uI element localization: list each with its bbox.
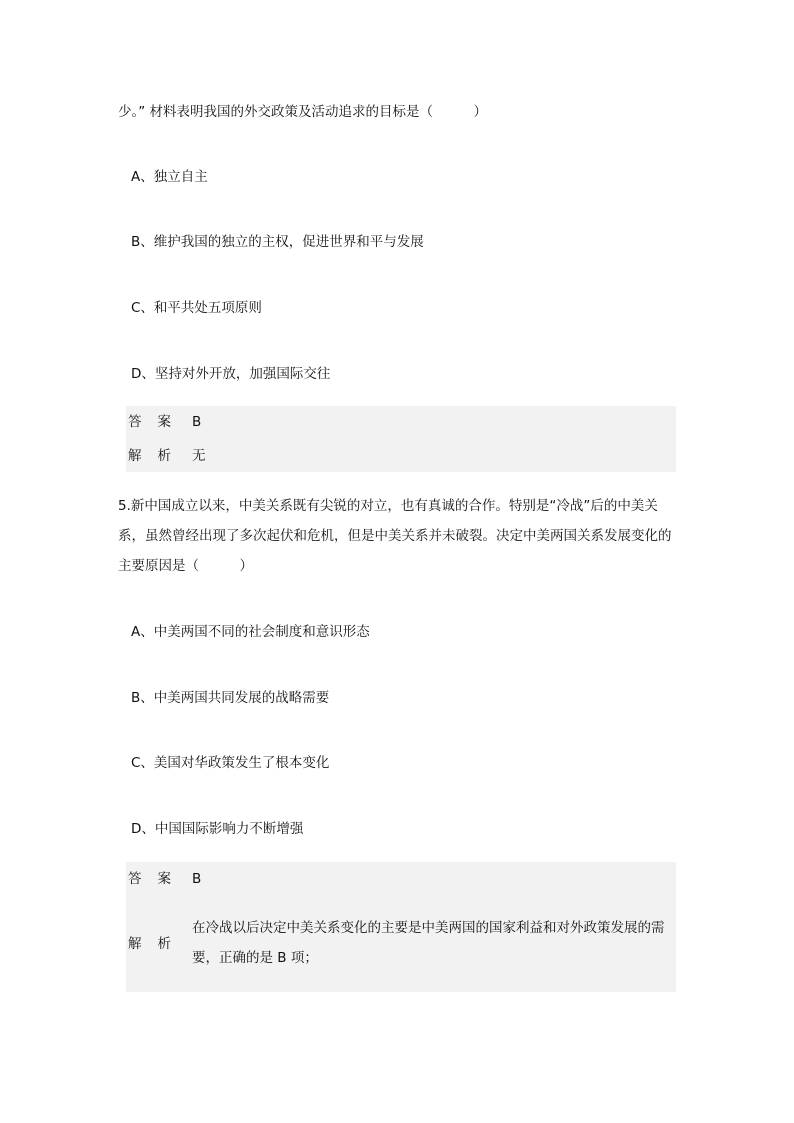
- q4-option-b: B、维护我国的独立的主权，促进世界和平与发展: [131, 234, 424, 250]
- q4-answer-row: [126, 412, 676, 434]
- q5-analysis-label: 解析: [128, 936, 187, 952]
- q5-option-d: D、中国国际影响力不断增强: [131, 821, 304, 837]
- q5-option-b: B、中美两国共同发展的战略需要: [131, 690, 330, 706]
- q4-option-a: A、独立自主: [131, 169, 208, 185]
- q5-answer-value: B: [192, 871, 202, 887]
- q4-analysis-row: [126, 446, 676, 468]
- q4-option-d: D、坚持对外开放，加强国际交往: [131, 366, 331, 382]
- q4-stem-tail: 少。” 材料表明我国的外交政策及活动追求的目标是（ ）: [118, 104, 488, 120]
- q5-answer-label: 答案: [128, 871, 187, 887]
- q5-option-a: A、中美两国不同的社会制度和意识形态: [131, 624, 370, 640]
- q5-answer-box: [126, 862, 676, 992]
- q4-analysis-label: 解析: [128, 448, 187, 464]
- q5-analysis-value: 在冷战以后决定中美关系变化的主要是中美两国的国家利益和对外政策发展的需要，正确的是 B 项；: [192, 920, 665, 966]
- q4-analysis-value: 无: [192, 448, 206, 464]
- q5-option-c: C、美国对华政策发生了根本变化: [131, 755, 330, 771]
- q5-stem: 5.新中国成立以来，中美关系既有尖锐的对立，也有真诚的合作。特别是“冷战”后的中美关系，虽然曾经出现了多次起伏和危机，但是中美关系并未破裂。决定中美两国关系发展变化的主要原因是（ ）: [118, 498, 672, 574]
- q4-answer-box: [126, 406, 676, 472]
- q4-answer-value: B: [192, 414, 202, 430]
- q5-answer-row: [126, 869, 676, 891]
- q4-answer-label: 答案: [128, 414, 187, 430]
- q4-option-c: C、和平共处五项原则: [131, 300, 262, 316]
